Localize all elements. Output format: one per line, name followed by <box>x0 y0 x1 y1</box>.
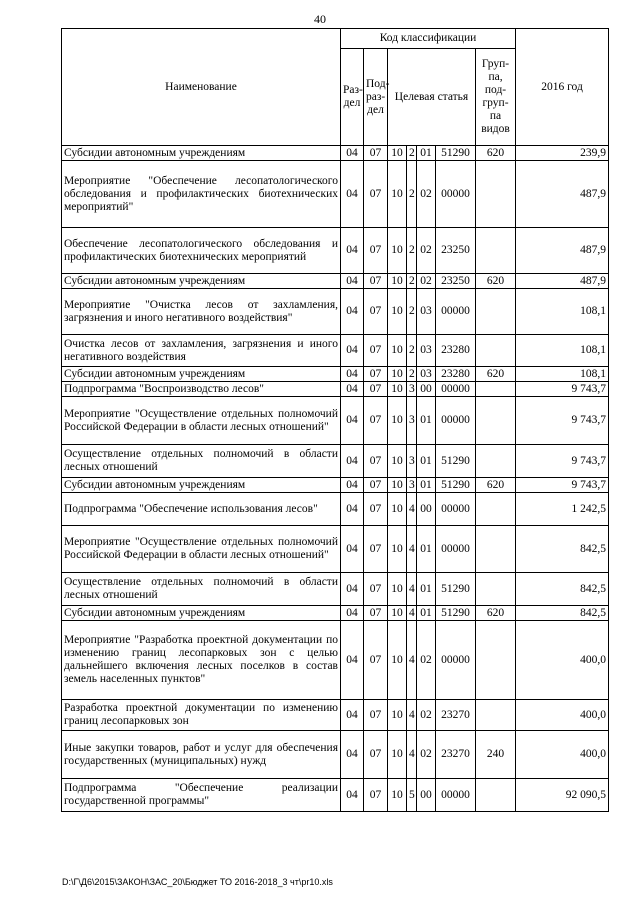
section-code: 04 <box>341 146 364 161</box>
table-row <box>62 146 609 161</box>
target-code-direction: 00000 <box>436 779 476 812</box>
row-name: Субсидии автономным учреждениям <box>62 606 341 621</box>
target-code-event: 02 <box>417 621 436 700</box>
row-name: Разработка проектной документации по изменению границ лесопарковых зон <box>62 700 341 731</box>
subsection-code: 07 <box>364 573 388 606</box>
target-code-event: 02 <box>417 274 436 289</box>
subsection-code: 07 <box>364 493 388 526</box>
table-row <box>62 367 609 382</box>
target-code-program: 10 <box>388 367 407 382</box>
table-row <box>62 621 609 700</box>
subsection-code: 07 <box>364 526 388 573</box>
target-code-event: 01 <box>417 478 436 493</box>
table-row <box>62 397 609 445</box>
table-row <box>62 274 609 289</box>
target-code-subprogram: 2 <box>407 335 417 367</box>
subsection-code: 07 <box>364 289 388 335</box>
section-code: 04 <box>341 526 364 573</box>
row-name: Мероприятие "Осуществление отдельных полномочий Российской Федерации в области лесных отношений" <box>62 397 341 445</box>
table-row <box>62 161 609 228</box>
target-code-subprogram: 4 <box>407 526 417 573</box>
target-code-direction: 23280 <box>436 367 476 382</box>
amount-2016: 239,9 <box>516 146 609 161</box>
page-number: 40 <box>314 12 326 26</box>
target-code-subprogram: 2 <box>407 274 417 289</box>
target-code-event: 01 <box>417 573 436 606</box>
target-code-program: 10 <box>388 779 407 812</box>
target-code-program: 10 <box>388 161 407 228</box>
amount-2016: 9 743,7 <box>516 382 609 397</box>
expense-type-code <box>476 335 516 367</box>
section-code: 04 <box>341 606 364 621</box>
target-code-program: 10 <box>388 478 407 493</box>
target-code-program: 10 <box>388 573 407 606</box>
amount-2016: 9 743,7 <box>516 478 609 493</box>
table-row <box>62 779 609 812</box>
expense-type-code: 620 <box>476 478 516 493</box>
table-row <box>62 289 609 335</box>
file-path-footer: D:\Г\Д6\2015\ЗАКОН\ЗАС_20\Бюджет ТО 2016-2018_3 чт\pr10.xls <box>62 877 333 887</box>
target-code-direction: 00000 <box>436 161 476 228</box>
row-name: Осуществление отдельных полномочий в области лесных отношений <box>62 445 341 478</box>
target-code-subprogram: 5 <box>407 779 417 812</box>
section-code: 04 <box>341 289 364 335</box>
amount-2016: 9 743,7 <box>516 397 609 445</box>
target-code-direction: 00000 <box>436 382 476 397</box>
header-section: Раз- дел <box>341 49 364 146</box>
header-classification-code: Код классификации <box>341 29 516 49</box>
expense-type-code <box>476 228 516 274</box>
amount-2016: 487,9 <box>516 274 609 289</box>
target-code-subprogram: 4 <box>407 700 417 731</box>
target-code-direction: 00000 <box>436 289 476 335</box>
row-name: Подпрограмма "Обеспечение использования лесов" <box>62 493 341 526</box>
subsection-code: 07 <box>364 228 388 274</box>
section-code: 04 <box>341 573 364 606</box>
target-code-direction: 23250 <box>436 274 476 289</box>
expense-type-code <box>476 445 516 478</box>
expense-type-code <box>476 397 516 445</box>
row-name: Мероприятие "Разработка проектной документации по изменению границ лесопарковых зон с целью дальнейшего включения лесных поселков в состав земель населенных пунктов" <box>62 621 341 700</box>
table-row <box>62 228 609 274</box>
subsection-code: 07 <box>364 621 388 700</box>
target-code-event: 02 <box>417 700 436 731</box>
subsection-code: 07 <box>364 397 388 445</box>
subsection-code: 07 <box>364 274 388 289</box>
target-code-program: 10 <box>388 335 407 367</box>
target-code-direction: 23250 <box>436 228 476 274</box>
amount-2016: 108,1 <box>516 367 609 382</box>
table-body <box>62 146 609 812</box>
amount-2016: 400,0 <box>516 731 609 779</box>
subsection-code: 07 <box>364 146 388 161</box>
target-code-event: 01 <box>417 606 436 621</box>
expense-type-code <box>476 621 516 700</box>
target-code-direction: 51290 <box>436 606 476 621</box>
table-row <box>62 382 609 397</box>
target-code-subprogram: 3 <box>407 478 417 493</box>
target-code-subprogram: 3 <box>407 397 417 445</box>
section-code: 04 <box>341 478 364 493</box>
header-target-article: Целевая статья <box>388 49 476 146</box>
subsection-code: 07 <box>364 445 388 478</box>
target-code-program: 10 <box>388 397 407 445</box>
subsection-code: 07 <box>364 731 388 779</box>
section-code: 04 <box>341 274 364 289</box>
target-code-program: 10 <box>388 228 407 274</box>
expense-type-code: 620 <box>476 606 516 621</box>
target-code-direction: 00000 <box>436 526 476 573</box>
target-code-direction: 51290 <box>436 445 476 478</box>
target-code-program: 10 <box>388 526 407 573</box>
section-code: 04 <box>341 621 364 700</box>
subsection-code: 07 <box>364 382 388 397</box>
expense-type-code: 620 <box>476 146 516 161</box>
target-code-direction: 51290 <box>436 478 476 493</box>
target-code-subprogram: 2 <box>407 228 417 274</box>
target-code-subprogram: 2 <box>407 146 417 161</box>
subsection-code: 07 <box>364 700 388 731</box>
target-code-direction: 00000 <box>436 397 476 445</box>
subsection-code: 07 <box>364 779 388 812</box>
expense-type-code <box>476 779 516 812</box>
subsection-code: 07 <box>364 478 388 493</box>
expense-type-code <box>476 700 516 731</box>
target-code-direction: 23270 <box>436 731 476 779</box>
section-code: 04 <box>341 700 364 731</box>
amount-2016: 400,0 <box>516 621 609 700</box>
amount-2016: 9 743,7 <box>516 445 609 478</box>
target-code-subprogram: 3 <box>407 382 417 397</box>
section-code: 04 <box>341 445 364 478</box>
subsection-code: 07 <box>364 335 388 367</box>
table-row <box>62 606 609 621</box>
expense-type-code <box>476 493 516 526</box>
expense-type-code <box>476 526 516 573</box>
target-code-direction: 23280 <box>436 335 476 367</box>
expense-type-code: 620 <box>476 274 516 289</box>
amount-2016: 400,0 <box>516 700 609 731</box>
header-name: Наименование <box>62 29 341 146</box>
section-code: 04 <box>341 779 364 812</box>
section-code: 04 <box>341 228 364 274</box>
expense-type-code: 240 <box>476 731 516 779</box>
target-code-subprogram: 3 <box>407 445 417 478</box>
row-name: Мероприятие "Осуществление отдельных полномочий Российской Федерации в области лесных отношений" <box>62 526 341 573</box>
header-subsection: Под- раз- дел <box>364 49 388 146</box>
expense-type-code <box>476 382 516 397</box>
target-code-event: 02 <box>417 161 436 228</box>
section-code: 04 <box>341 493 364 526</box>
amount-2016: 1 242,5 <box>516 493 609 526</box>
target-code-event: 02 <box>417 731 436 779</box>
target-code-subprogram: 2 <box>407 367 417 382</box>
row-name: Осуществление отдельных полномочий в области лесных отношений <box>62 573 341 606</box>
table-row <box>62 526 609 573</box>
target-code-subprogram: 4 <box>407 573 417 606</box>
section-code: 04 <box>341 731 364 779</box>
target-code-direction: 00000 <box>436 621 476 700</box>
target-code-subprogram: 4 <box>407 731 417 779</box>
subsection-code: 07 <box>364 161 388 228</box>
section-code: 04 <box>341 335 364 367</box>
row-name: Иные закупки товаров, работ и услуг для обеспечения государственных (муниципальных) нужд <box>62 731 341 779</box>
section-code: 04 <box>341 382 364 397</box>
row-name: Подпрограмма "Воспроизводство лесов" <box>62 382 341 397</box>
target-code-program: 10 <box>388 700 407 731</box>
target-code-event: 01 <box>417 526 436 573</box>
target-code-event: 00 <box>417 493 436 526</box>
row-name: Обеспечение лесопатологического обследования и профилактических биотехнических мероприятий <box>62 228 341 274</box>
row-name: Субсидии автономным учреждениям <box>62 367 341 382</box>
target-code-event: 01 <box>417 397 436 445</box>
amount-2016: 487,9 <box>516 228 609 274</box>
row-name: Подпрограмма "Обеспечение реализации государственной программы" <box>62 779 341 812</box>
expense-type-code <box>476 289 516 335</box>
header-year-2016: 2016 год <box>516 29 609 146</box>
table-row <box>62 573 609 606</box>
section-code: 04 <box>341 397 364 445</box>
target-code-event: 01 <box>417 146 436 161</box>
expense-type-code: 620 <box>476 367 516 382</box>
amount-2016: 842,5 <box>516 606 609 621</box>
row-name: Субсидии автономным учреждениям <box>62 274 341 289</box>
table-row <box>62 478 609 493</box>
row-name: Мероприятие "Обеспечение лесопатологического обследования и профилактических биотехнических мероприятий" <box>62 161 341 228</box>
target-code-subprogram: 4 <box>407 493 417 526</box>
target-code-event: 02 <box>417 228 436 274</box>
table-row <box>62 493 609 526</box>
target-code-direction: 51290 <box>436 146 476 161</box>
target-code-direction: 51290 <box>436 573 476 606</box>
target-code-event: 00 <box>417 779 436 812</box>
table-row <box>62 700 609 731</box>
target-code-event: 00 <box>417 382 436 397</box>
target-code-program: 10 <box>388 146 407 161</box>
target-code-subprogram: 4 <box>407 621 417 700</box>
section-code: 04 <box>341 161 364 228</box>
table-row <box>62 445 609 478</box>
target-code-event: 03 <box>417 335 436 367</box>
target-code-program: 10 <box>388 274 407 289</box>
subsection-code: 07 <box>364 606 388 621</box>
target-code-program: 10 <box>388 382 407 397</box>
section-code: 04 <box>341 367 364 382</box>
expense-type-code <box>476 161 516 228</box>
target-code-direction: 23270 <box>436 700 476 731</box>
amount-2016: 108,1 <box>516 289 609 335</box>
target-code-event: 01 <box>417 445 436 478</box>
amount-2016: 487,9 <box>516 161 609 228</box>
target-code-event: 03 <box>417 367 436 382</box>
row-name: Мероприятие "Очистка лесов от захламления, загрязнения и иного негативного воздействия" <box>62 289 341 335</box>
expense-type-code <box>476 573 516 606</box>
target-code-program: 10 <box>388 731 407 779</box>
amount-2016: 842,5 <box>516 573 609 606</box>
target-code-program: 10 <box>388 621 407 700</box>
target-code-event: 03 <box>417 289 436 335</box>
amount-2016: 108,1 <box>516 335 609 367</box>
header-expense-group: Груп- па, под- груп- па видов <box>476 49 516 146</box>
amount-2016: 92 090,5 <box>516 779 609 812</box>
row-name: Субсидии автономным учреждениям <box>62 146 341 161</box>
subsection-code: 07 <box>364 367 388 382</box>
target-code-subprogram: 2 <box>407 289 417 335</box>
budget-table <box>61 28 609 812</box>
target-code-program: 10 <box>388 606 407 621</box>
target-code-program: 10 <box>388 445 407 478</box>
table-row <box>62 335 609 367</box>
row-name: Очистка лесов от захламления, загрязнения и иного негативного воздействия <box>62 335 341 367</box>
table-row <box>62 731 609 779</box>
target-code-program: 10 <box>388 493 407 526</box>
row-name: Субсидии автономным учреждениям <box>62 478 341 493</box>
amount-2016: 842,5 <box>516 526 609 573</box>
target-code-program: 10 <box>388 289 407 335</box>
target-code-direction: 00000 <box>436 493 476 526</box>
target-code-subprogram: 4 <box>407 606 417 621</box>
target-code-subprogram: 2 <box>407 161 417 228</box>
